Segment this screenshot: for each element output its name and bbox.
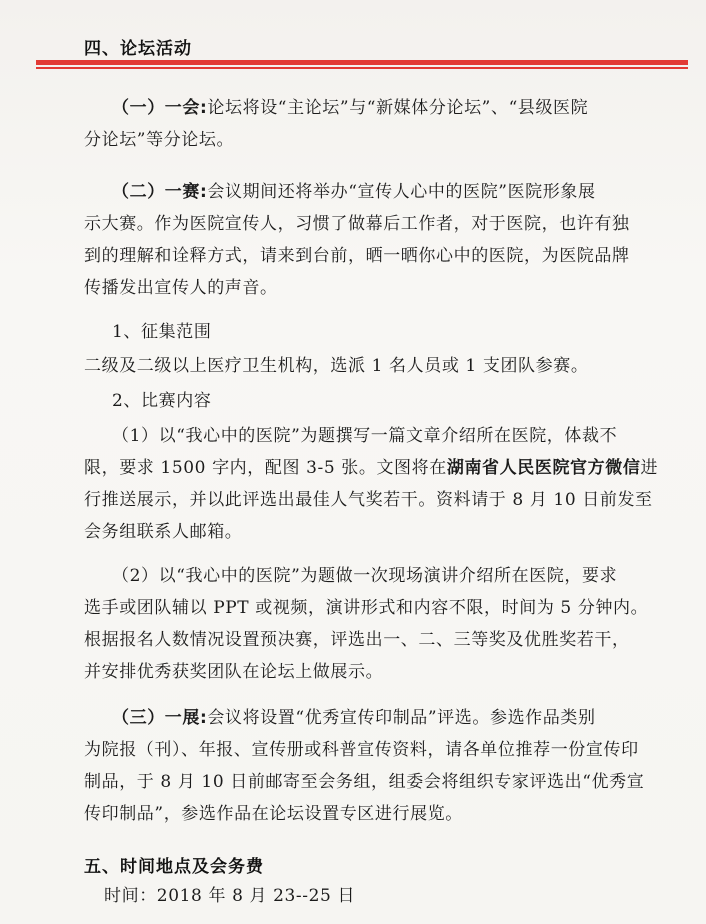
time-line: 时间：2018 年 8 月 23--25 日 bbox=[104, 886, 356, 906]
scope-body-text: 二级及二级以上医疗卫生机构，选派 1 名人员或 1 支团队参赛。 bbox=[84, 356, 589, 376]
paragraph-contest bbox=[84, 176, 680, 304]
contest-text-line2: 示大赛。作为医院宣传人，习惯了做幕后工作者，对于医院，也许有独 bbox=[84, 214, 630, 234]
item1-line3: 行推送展示，并以此评选出最佳人气奖若干。资料请于 8 月 10 日前发至 bbox=[84, 490, 653, 510]
item2-line1: （2）以“我心中的医院”为题做一次现场演讲介绍所在医院，要求 bbox=[112, 566, 618, 586]
red-divider-thin bbox=[36, 67, 688, 69]
paragraph-forum bbox=[84, 92, 680, 156]
paragraph-item1 bbox=[84, 420, 680, 548]
item1-line1: （1）以“我心中的医院”为题撰写一篇文章介绍所在医院，体裁不 bbox=[112, 426, 618, 446]
paragraph-exhibit bbox=[84, 702, 680, 830]
contest-text-line4: 传播发出宣传人的声音。 bbox=[84, 278, 278, 298]
forum-text-line1: 论坛将设“主论坛”与“新媒体分论坛”、“县级医院 bbox=[207, 98, 589, 118]
paragraph-item2 bbox=[84, 560, 680, 688]
subheading-content: 2、比赛内容 bbox=[112, 391, 212, 411]
subheading-scope: 1、征集范围 bbox=[112, 322, 212, 342]
contest-text-line1: 会议期间还将举办“宣传人心中的医院”医院形象展 bbox=[207, 182, 596, 202]
exhibit-text-line4: 传印制品”，参选作品在论坛设置专区进行展览。 bbox=[84, 804, 463, 824]
item2-line4: 并安排优秀获奖团队在论坛上做展示。 bbox=[84, 662, 384, 682]
item1-line2-end: 进 bbox=[640, 458, 659, 478]
item1-wechat-bold: 湖南省人民医院官方微信 bbox=[446, 458, 641, 478]
scope-body bbox=[84, 350, 680, 382]
forum-text-line2: 分论坛”等分论坛。 bbox=[84, 130, 235, 150]
contest-text-line3: 到的理解和诠释方式，请来到台前，晒一晒你心中的医院，为医院品牌 bbox=[84, 246, 630, 266]
exhibit-text-line1: 会议将设置“优秀宣传印制品”评选。参选作品类别 bbox=[207, 708, 596, 728]
label-contest: （二）一赛: bbox=[112, 182, 208, 202]
label-exhibit: （三）一展: bbox=[112, 708, 208, 728]
section-heading-time-venue-fee: 五、时间地点及会务费 bbox=[84, 857, 264, 877]
item1-line2: 限，要求 1500 字内，配图 3-5 张。文图将在 bbox=[84, 458, 447, 478]
red-divider-thick bbox=[36, 60, 688, 65]
item2-line3: 根据报名人数情况设置预决赛，评选出一、二、三等奖及优胜奖若干， bbox=[84, 630, 630, 650]
item1-line4: 会务组联系人邮箱。 bbox=[84, 522, 243, 542]
label-forum: （一）一会: bbox=[112, 98, 208, 118]
exhibit-text-line2: 为院报（刊）、年报、宣传册或科普宣传资料，请各单位推荐一份宣传印 bbox=[84, 740, 639, 760]
item2-line2: 选手或团队辅以 PPT 或视频，演讲形式和内容不限，时间为 5 分钟内。 bbox=[84, 598, 649, 618]
exhibit-text-line3: 制品，于 8 月 10 日前邮寄至会务组，组委会将组织专家评选出“优秀宣 bbox=[84, 772, 645, 792]
section-heading-forum-activities: 四、论坛活动 bbox=[84, 39, 192, 59]
